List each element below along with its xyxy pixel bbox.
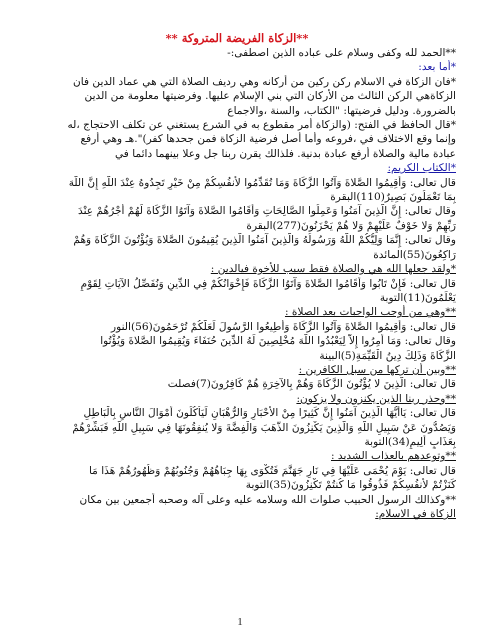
text-line: رَبِّهِمْ وَلا خَوْفٌ عَلَيْهِمْ وَلا هُمْ يَحْزَنُونَ(277)البقرة <box>246 219 456 232</box>
text-line: *قال الحافظ في الفتح: (والزكاة أمر مقطوع به في الشرع يستغني عن تكلف الاحتجاج ،له <box>67 119 456 132</box>
text-line: *أما بعد: <box>418 61 456 74</box>
document-body <box>18 46 456 521</box>
text-line: قال تعالى: يَوْمَ يُحْمَى عَلَيْهَا فِي نَارِ جَهَنَّمَ فَتُكْوَى بِهَا جِبَاهُهُمْ وَجُنُوبُهُمْ وَظُهُورُهُمْ هَذَا مَا <box>88 464 456 477</box>
text-line: **وهي من أوجب الواجبات بعد الصلاة : <box>284 306 456 319</box>
text-line: قال تعالى: الَّذِينَ لا يُؤْتُونَ الزَّكَاةَ وَهُمْ بِالآخِرَةِ هُمْ كَافِرُونَ(7)فصلت <box>167 378 456 391</box>
text-line: كَنَزْتُمْ لأَنفُسِكُمْ فَذُوقُوا مَا كُنتُمْ تَكْنِزُونَ(35)التوبة <box>245 479 456 492</box>
text-line: بِعَذَابٍ أَلِيمٍ(34)التوبة <box>364 435 456 448</box>
document-page <box>18 30 456 612</box>
document-title: **الزكاة الفريضة المتروكة ** <box>165 31 309 45</box>
text-line: قال تعالى: وَأَقِيمُوا الصَّلاةَ وَآتُوا الزَّكَاةَ وَمَا تُقَدِّمُوا لأَنفُسِكُمْ مِنْ خَيْرٍ تَجِدُوهُ عِنْدَ اللَّهِ إِنَّ اللَّهَ <box>68 176 456 189</box>
text-line: *الكتاب الكريم: <box>387 162 456 175</box>
text-line: **وبين أن تركها من سبل الكافرين : <box>298 363 456 376</box>
text-line: *ولقد جعلها الله هي والصلاة فقط سبب للأخوة فيالدين : <box>210 263 456 276</box>
text-line: بِمَا تَعْمَلُونَ بَصِيرٌ(110)البقرة <box>330 191 456 204</box>
text-line: بالضرورة. ودليل فرضيتها: "الكتاب، والسنة ،والاجماع <box>227 104 456 117</box>
text-line: وَيَصُدُّونَ عَنْ سَبِيلِ اللَّهِ وَالَّذِينَ يَكْنِزُونَ الذَّهَبَ وَالْفِضَّةَ وَلا يُنفِقُونَهَا فِي سَبِيلِ اللَّهِ فَبَشِّرْهُمْ <box>72 421 456 434</box>
text-line: الزكاةهي الركن الثالث من الأركان التي بني الإسلام عليها. وفرضيتها معلومة من الدين <box>84 90 456 103</box>
text-line: قال تعالى: فَإِنْ تَابُوا وَأَقَامُوا الصَّلاةَ وَآتَوُا الزَّكَاةَ فَإِخْوَانُكُمْ فِي الدِّينِ وَنُفَصِّلُ الآيَاتِ لِقَوْمٍ <box>80 277 456 290</box>
text-line: *فان الزكاة في الاسلام ركن ركين من أركانه وهي رديف الصلاة التي هي عماد الدين فان <box>72 75 456 88</box>
text-line: رَاكِعُونَ(55)المائدة <box>373 248 456 261</box>
text-line: قال تعالى: وَأَقِيمُوا الصَّلاةَ وَآتُوا الزَّكَاةَ وَأَطِيعُوا الرَّسُولَ لَعَلَّكُمْ تُرْحَمُونَ(56)النور <box>110 320 456 333</box>
text-line: وقال تعالى: إِنَّمَا وَلِيُّكُمْ اللَّهُ وَرَسُولُهُ وَالَّذِينَ آمَنُوا الَّذِينَ يُقِيمُونَ الصَّلاةَ وَيُؤْتُونَ الزَّكَاةَ وَهُمْ <box>73 234 456 247</box>
text-line: يَعْلَمُونَ(11)التوبة <box>379 291 456 304</box>
text-line: **وكذالك الرسول الحبيب صلوات الله وسلامه عليه وعلى آله وصحبه أجمعين بين مكان <box>79 493 456 506</box>
text-line: **وحذر ربنا الذين يكنزون ولا يزكون: <box>296 392 456 405</box>
text-line: وقال تعالى: وَمَا أُمِرُوا إِلاَّ لِيَعْبُدُوا اللَّهَ مُخْلِصِينَ لَهُ الدِّينَ حُنَفَاءَ وَيُقِيمُوا الصَّلاةَ وَيُؤْتُوا <box>100 335 456 348</box>
text-line: عبادة مالية والصلاة أرفع عبادة بدنية. فلذالك يقرن ربنا جل وعلا بينهما دائما في <box>114 147 456 160</box>
text-line: وإنما وقع الاختلاف في ،فروعه وأما أصل فرضية الزكاة فمن جحدها كفر)".هـ وهي أرفع <box>80 133 456 146</box>
text-line: الزَّكَاةَ وَذَلِكَ دِينُ الْقَيِّمَةِ(5)البينة <box>319 349 456 362</box>
text-line: وقال تعالى: إِنَّ الَّذِينَ آمَنُوا وَعَمِلُوا الصَّالِحَاتِ وَأَقَامُوا الصَّلاةَ وَآتَوُا الزَّكَاةَ لَهُمْ أَجْرُهُمْ عِنْدَ <box>78 205 456 218</box>
text-line: **وتوعدهم بالعذاب الشديد : <box>330 450 456 463</box>
text-line: **الحمد لله وكفى وسلام على عباده الذين اصطفى:- <box>227 47 456 59</box>
text-line: الزكاة في الاسلام: <box>375 508 456 520</box>
text-line: قال تعالى: يَاأَيُّهَا الَّذِينَ آمَنُوا إِنَّ كَثِيرًا مِنْ الأَحْبَارِ وَالرُّهْبَانِ لَيَأْكُلُونَ أَمْوَالَ النَّاسِ بِالْبَاطِلِ <box>83 407 456 420</box>
page-number: 1 <box>237 616 243 628</box>
